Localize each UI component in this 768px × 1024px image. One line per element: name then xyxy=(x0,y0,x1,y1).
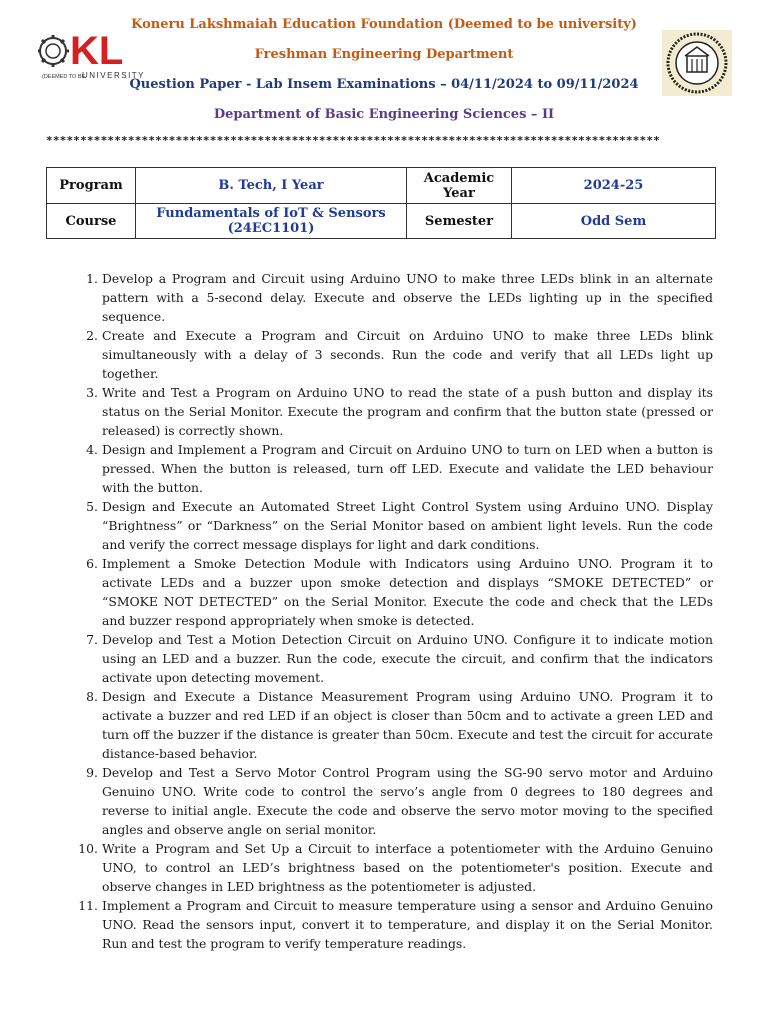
program-label: Program xyxy=(47,168,136,204)
question-list xyxy=(78,269,713,953)
department-name: Freshman Engineering Department xyxy=(254,47,514,62)
semester-label: Semester xyxy=(407,204,512,239)
question-item: 6. Implement a Smoke Detection Module with Indicators using Arduino UNO. Program it to activate LEDs and a buzzer upon smoke detection and displays “SMOKE DETECTED” or “SMOKE NOT DETECTED” on the Serial Monitor. Execute the code and check that the LEDs and buzzer respond appropriately when smoke is detected. xyxy=(86,556,713,628)
question-item: 10. Write a Program and Set Up a Circuit to interface a potentiometer with the Arduino Genuino UNO, to control an LED’s brightness based on the potentiometer's position. Execute and observe changes in LED brightness as the potentiometer is adjusted. xyxy=(78,841,713,894)
logo-university-text: UNIVERSITY xyxy=(82,71,146,80)
logo-kl-text: KL xyxy=(70,29,124,73)
institution-name: Koneru Lakshmaiah Education Foundation (Deemed to be university) xyxy=(131,17,637,32)
question-item: 7. Develop and Test a Motion Detection Circuit on Arduino UNO. Configure it to indicate motion using an LED and a buzzer. Run the code, execute the circuit, and confirm that the indicators activate upon detecting movement. xyxy=(86,632,713,685)
exam-title: Question Paper - Lab Insem Examinations – 04/11/2024 to 09/11/2024 xyxy=(129,77,639,92)
question-item: 9. Develop and Test a Servo Motor Control Program using the SG-90 servo motor and Arduino Genuino UNO. Write code to control the servo’s angle from 0 degrees to 180 degrees and reverse to initial angle. Execute the code and observe the servo motor moving to the specified angles and observe angle on serial monitor. xyxy=(86,765,713,837)
program-value: B. Tech, I Year xyxy=(136,168,407,204)
course-info-table xyxy=(46,167,716,239)
course-value: Fundamentals of IoT & Sensors (24EC1101) xyxy=(136,204,407,239)
question-item: 5. Design and Execute an Automated Street Light Control System using Arduino UNO. Display “Brightness” or “Darkness” on the Serial Monitor based on ambient light levels. Run the code and verify the correct message displays for light and dark conditions. xyxy=(86,499,713,552)
question-item: 2. Create and Execute a Program and Circuit on Arduino UNO to make three LEDs blink simultaneously with a delay of 3 seconds. Run the code and verify that all LEDs light up together. xyxy=(86,328,713,381)
question-item: 3. Write and Test a Program on Arduino UNO to read the state of a push button and display its status on the Serial Monitor. Execute the program and confirm that the button state (pressed or released) is correctly shown. xyxy=(86,385,713,438)
separator-line: ****************************************************************************************** xyxy=(46,134,661,147)
sub-department-name: Department of Basic Engineering Sciences – II xyxy=(213,107,555,122)
academic-year-value: 2024-25 xyxy=(512,168,716,204)
question-item: 1. Develop a Program and Circuit using Arduino UNO to make three LEDs blink in an alternate pattern with a 5-second delay. Execute and observe the LEDs lighting up in the specified sequence. xyxy=(86,271,713,324)
svg-text:(DEEMED TO BE: (DEEMED TO BE xyxy=(42,74,86,80)
question-item: 8. Design and Execute a Distance Measurement Program using Arduino UNO. Program it to activate a buzzer and red LED if an object is closer than 50cm and to activate a green LED and turn off the buzzer if the distance is greater than 50cm. Execute and test the circuit for accurate distance-based behavior. xyxy=(86,689,713,761)
question-item: 4. Design and Implement a Program and Circuit on Arduino UNO to turn on LED when a button is pressed. When the button is released, turn off LED. Execute and validate the LED behaviour with the button. xyxy=(86,442,713,495)
question-item: 11. Implement a Program and Circuit to measure temperature using a sensor and Arduino Genuino UNO. Read the sensors input, convert it to temperature, and display it on the Serial Monitor. Run and test the program to verify temperature readings. xyxy=(78,898,713,951)
semester-value: Odd Sem xyxy=(512,204,716,239)
academic-year-label: Academic Year xyxy=(407,168,512,204)
course-label: Course xyxy=(47,204,136,239)
